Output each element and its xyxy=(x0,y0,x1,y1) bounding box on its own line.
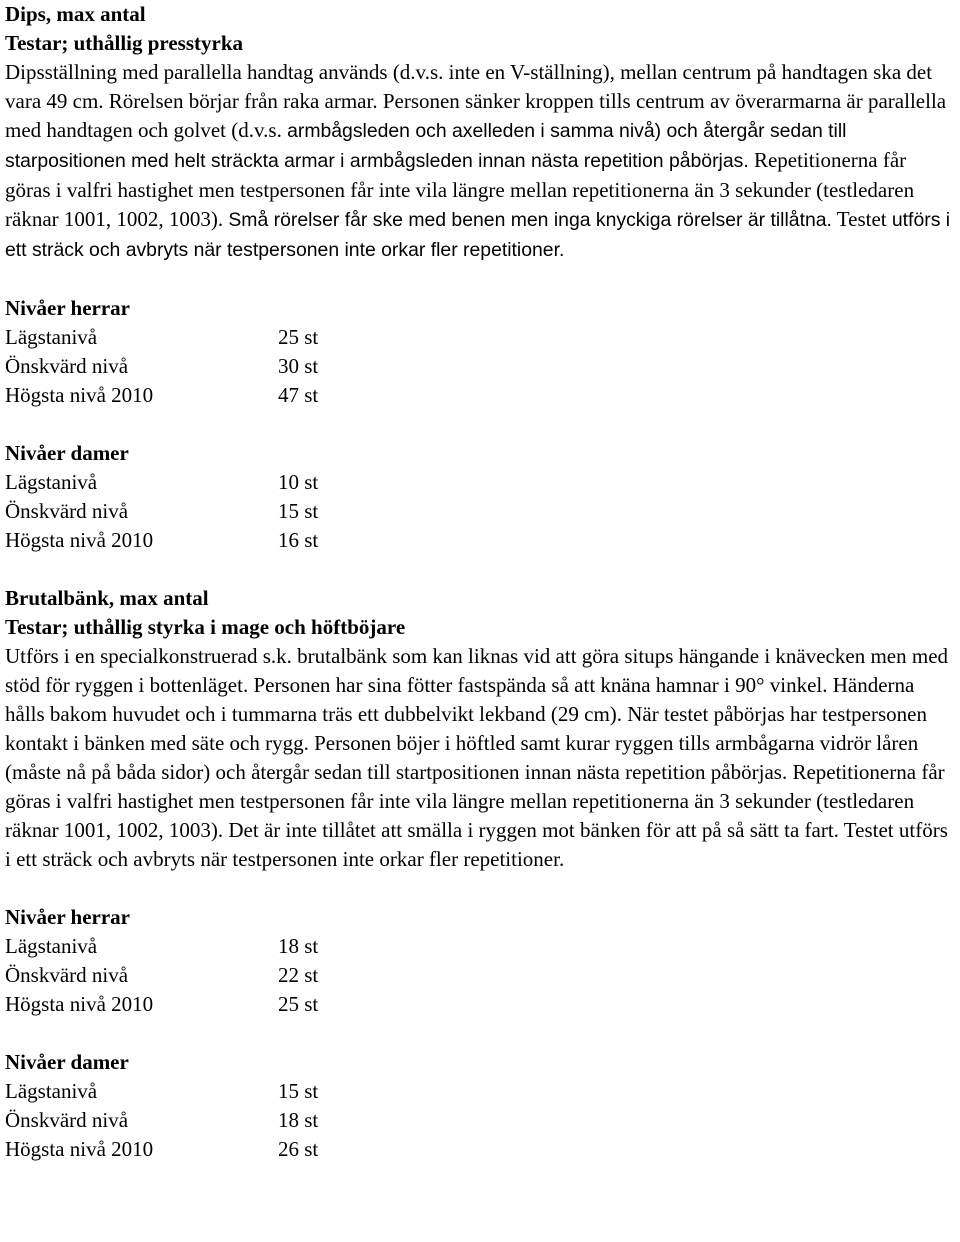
level-row xyxy=(5,468,954,497)
level-value: 30 st xyxy=(278,354,319,378)
section-title: Dips, max antal xyxy=(5,2,146,26)
spacer xyxy=(5,410,954,439)
level-value: 18 st xyxy=(278,1108,319,1132)
description-part: utförs i ett sträck och avbryts när testpersonen inte orkar fler repetitioner. xyxy=(5,209,951,261)
level-label: Högsta nivå 2010 xyxy=(5,528,154,552)
level-row xyxy=(5,990,954,1019)
levels-heading: Nivåer herrar xyxy=(5,905,130,929)
levels-women xyxy=(5,1048,954,1164)
level-label: Lägstanivå xyxy=(5,1079,98,1103)
level-label: Önskvärd nivå xyxy=(5,499,129,523)
level-row xyxy=(5,526,954,555)
description-part: Repetitionerna får göras i valfri hastighet men testpersonen får inte vila längre mellan repetitionerna än 3 sekunder (testledaren räknar 1001, 1002, 1003). xyxy=(5,148,915,231)
level-label: Lägstanivå xyxy=(5,934,98,958)
level-value: 18 st xyxy=(278,934,319,958)
levels-women xyxy=(5,439,954,555)
level-value: 16 st xyxy=(278,528,319,552)
spacer xyxy=(5,265,954,294)
level-value: 15 st xyxy=(278,1079,319,1103)
section-dips xyxy=(5,0,954,555)
description-part: Testet xyxy=(831,207,892,231)
level-row xyxy=(5,323,954,352)
level-row xyxy=(5,1077,954,1106)
level-label: Högsta nivå 2010 xyxy=(5,383,154,407)
levels-men xyxy=(5,903,954,1019)
level-value: 26 st xyxy=(278,1137,319,1161)
levels-heading: Nivåer damer xyxy=(5,1050,129,1074)
level-value: 10 st xyxy=(278,470,319,494)
level-label: Önskvärd nivå xyxy=(5,963,129,987)
level-label: Önskvärd nivå xyxy=(5,354,129,378)
section-subtitle: Testar; uthållig presstyrka xyxy=(5,31,244,55)
section-description: Utförs i en specialkonstruerad s.k. brutalbänk som kan liknas vid att göra situps hängande i knävecken men med stöd för ryggen i bottenläget. Personen har sina fötter fastspända så att knäna hamnar i 90° vinkel. Händerna hålls bakom huvudet och i tummarna träs ett dubbelvikt lekband (29 cm). När testet påbörjas har testpersonen kontakt i bänken med säte och rygg. Personen böjer i höftled samt kurar ryggen tills armbågarna vidrör låren (måste nå på båda sidor) och återgår sedan till startpositionen innan nästa repetition påbörjas. Repetitionerna får göras i valfri hastighet men testpersonen får inte vila längre mellan repetitionerna än 3 sekunder (testledaren räknar 1001, 1002, 1003). Det är inte tillåtet att smälla i ryggen mot bänken för att på så sätt ta fart. Testet utförs i ett sträck och avbryts när testpersonen inte orkar fler repetitioner. xyxy=(5,644,949,871)
section-brutalbank xyxy=(5,584,954,1164)
level-row xyxy=(5,932,954,961)
level-row xyxy=(5,961,954,990)
level-row xyxy=(5,1135,954,1164)
description-part: Dipsställning med parallella handtag används (d.v.s. inte en V-ställning), mellan centrum på handtagen ska det vara 49 cm. Rörelsen börjar från raka armar. Personen sänker kroppen tills centrum av överarmarna är parallella med handtagen och golvet (d.v.s. xyxy=(5,60,947,142)
level-row xyxy=(5,381,954,410)
spacer xyxy=(5,874,954,903)
level-label: Lägstanivå xyxy=(5,470,98,494)
description-part: Små rörelser får ske med benen men inga knyckiga rörelser är tillåtna. xyxy=(228,209,832,231)
section-subtitle: Testar; uthållig styrka i mage och höftböjare xyxy=(5,615,406,639)
level-label: Önskvärd nivå xyxy=(5,1108,129,1132)
levels-heading: Nivåer damer xyxy=(5,441,129,465)
level-row xyxy=(5,352,954,381)
level-value: 47 st xyxy=(278,383,319,407)
description-part: armbågsleden och axelleden i samma nivå) och återgår sedan till starpositionen med helt sträckta armar i armbågsleden innan nästa repetition påbörjas. xyxy=(5,120,847,172)
levels-heading: Nivåer herrar xyxy=(5,296,130,320)
spacer xyxy=(5,555,954,584)
level-label: Högsta nivå 2010 xyxy=(5,992,154,1016)
section-description xyxy=(5,58,954,265)
level-label: Högsta nivå 2010 xyxy=(5,1137,154,1161)
level-row xyxy=(5,497,954,526)
level-label: Lägstanivå xyxy=(5,325,98,349)
spacer xyxy=(5,1019,954,1048)
section-title: Brutalbänk, max antal xyxy=(5,586,209,610)
level-value: 25 st xyxy=(278,325,319,349)
level-value: 15 st xyxy=(278,499,319,523)
level-value: 22 st xyxy=(278,963,319,987)
levels-men xyxy=(5,294,954,410)
level-value: 25 st xyxy=(278,992,319,1016)
level-row xyxy=(5,1106,954,1135)
